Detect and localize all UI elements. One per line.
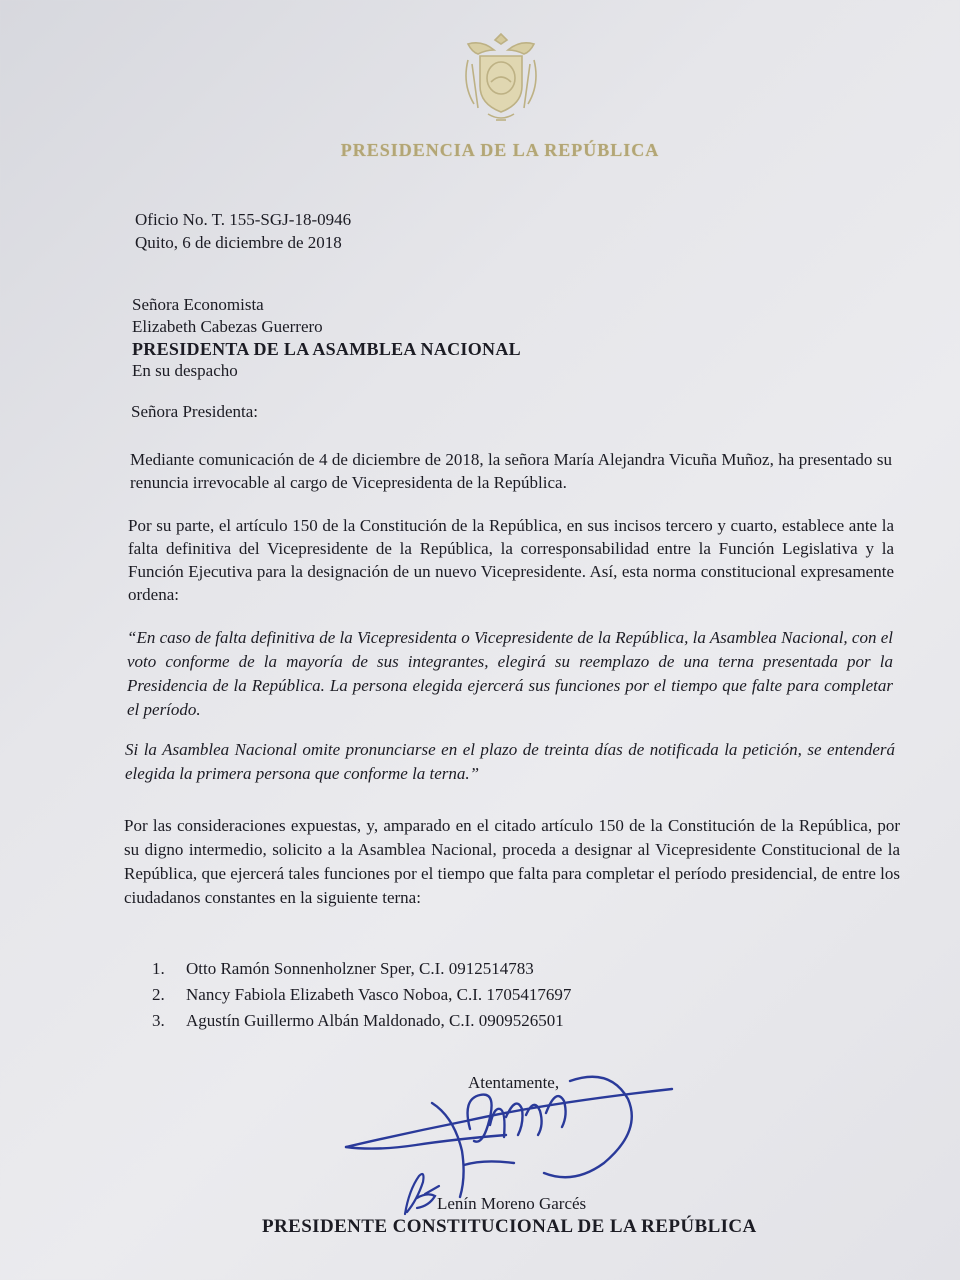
signatory-title: PRESIDENTE CONSTITUCIONAL DE LA REPÚBLICA xyxy=(262,1216,757,1237)
list-item: 2. Nancy Fabiola Elizabeth Vasco Noboa, C.I. 1705417697 xyxy=(152,985,572,1004)
handwritten-signature xyxy=(340,1055,680,1215)
recipient-office: En su despacho xyxy=(132,361,238,380)
signatory-name: Lenín Moreno Garcés xyxy=(437,1194,587,1213)
recipient-title: Señora Economista xyxy=(132,295,264,314)
body-paragraph-3: Por las consideraciones expuestas, y, amparado en el citado artículo 150 de la Constitución de la República, por su digno intermedio, solicito a la Asamblea Nacional, proceda a designar al Vicepresidente Constitucional de la República, que ejercerá tales funciones por el tiempo que falta para completar el período presidencial, de entre los ciudadanos constantes en la siguiente terna: xyxy=(124,816,900,907)
reference-block xyxy=(135,208,351,254)
coat-of-arms-icon xyxy=(458,30,544,128)
office-number: Oficio No. T. 155-SGJ-18-0946 xyxy=(135,210,352,229)
recipient-block xyxy=(132,294,521,382)
place-date: Quito, 6 de diciembre de 2018 xyxy=(135,233,342,252)
body-paragraph-1: Mediante comunicación de 4 de diciembre de 2018, la señora María Alejandra Vicuña Muñoz, ha presentado su renuncia irrevocable al cargo de Vicepresidenta de la República. xyxy=(130,450,892,492)
constitution-quote-1: “En caso de falta definitiva de la Vicepresidenta o Vicepresidente de la República, la Asamblea Nacional, con el voto conforme de la mayoría de sus integrantes, elegirá su reemplazo de una terna presentada por la Presidencia de la República. La persona elegida ejercerá sus funciones por el tiempo que falte para completar el período. xyxy=(127,628,893,719)
constitution-quote-2: Si la Asamblea Nacional omite pronunciarse en el plazo de treinta días de notificada la petición, se entenderá elegida la primera persona que conforme la terna.” xyxy=(125,740,895,783)
candidate-list xyxy=(152,956,571,1034)
list-item: 1. Otto Ramón Sonnenholzner Sper, C.I. 0912514783 xyxy=(152,959,534,978)
list-item: 3. Agustín Guillermo Albán Maldonado, C.I. 0909526501 xyxy=(152,1011,564,1030)
recipient-name: Elizabeth Cabezas Guerrero xyxy=(132,317,323,336)
salutation: Señora Presidenta: xyxy=(131,402,258,421)
letterhead-title: PRESIDENCIA DE LA REPÚBLICA xyxy=(340,140,660,160)
closing: Atentamente, xyxy=(468,1073,560,1092)
body-paragraph-2: Por su parte, el artículo 150 de la Constitución de la República, en sus incisos tercero y cuarto, establece ante la falta definitiva del Vicepresidente de la República, la corresponsabilidad entre la Función Legislativa y la Función Ejecutiva para la designación de un nuevo Vicepresidente. Así, esta norma constitucional expresamente ordena: xyxy=(128,516,894,604)
recipient-position: PRESIDENTA DE LA ASAMBLEA NACIONAL xyxy=(132,339,521,359)
